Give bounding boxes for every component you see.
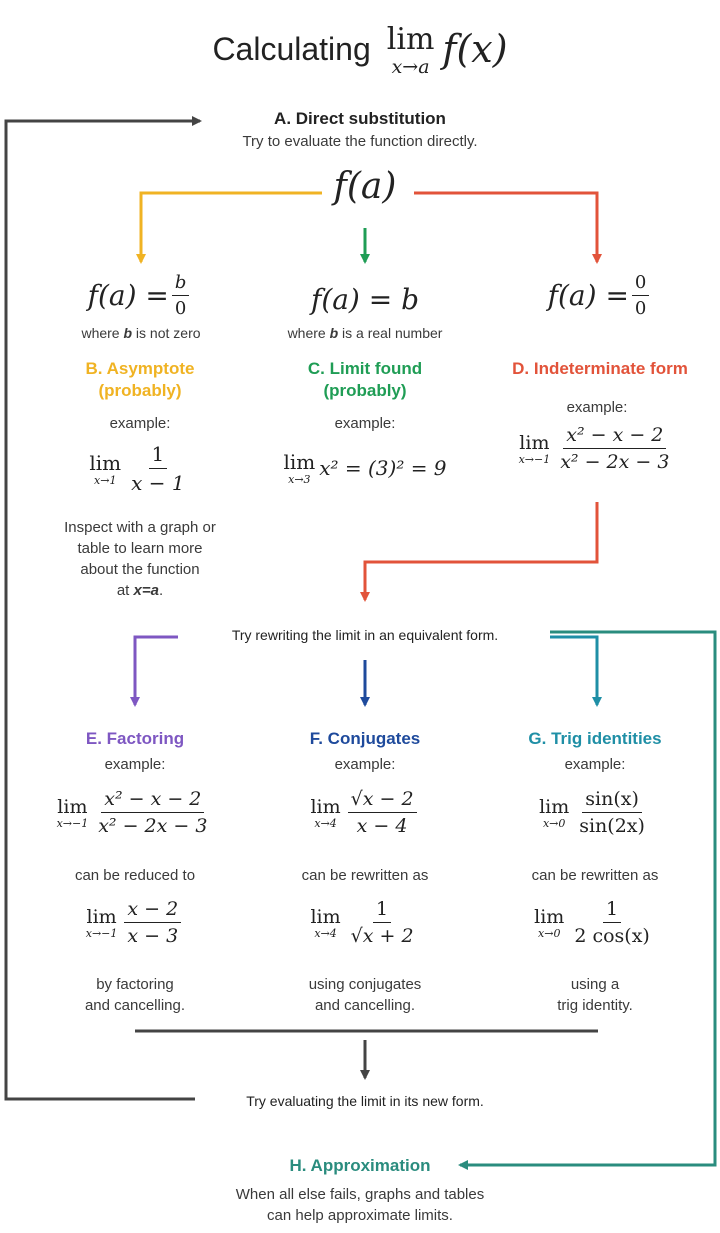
factoring-example-label: example:	[104, 756, 166, 773]
case-zero-over-zero-lhs: f(a) =	[547, 279, 629, 312]
asymptote-heading: B. Asymptote (probably)	[85, 359, 195, 400]
indeterminate-to-rewrite-arrow	[365, 502, 597, 600]
rewrite-prompt: Try rewriting the limit in an equivalent form.	[231, 627, 499, 643]
asymptote-description: Inspect with a graph or table to learn more about the function at x=a.	[64, 519, 216, 599]
case-b-over-zero-den: 0	[174, 298, 187, 319]
case-b-over-zero-note: where b is not zero	[81, 325, 201, 341]
case-zero-over-zero-den: 0	[634, 298, 647, 319]
factoring-middle: can be reduced to	[74, 867, 196, 884]
conjugates-result-expr: lim x→4 $\frac{1}{√x + 2}$	[310, 898, 414, 947]
factoring-result-expr: lim x→−1 $\frac{x - 2}{x - 3}$	[35, 898, 235, 947]
rewrite-to-trig-arrow	[550, 637, 597, 705]
factoring-example-expr: lim x→−1 $\frac{\text{x² − x − 2}}{\text{x² − 2x − 3}}$	[56, 788, 208, 837]
conjugates-example-label: example:	[334, 756, 396, 773]
limit-found-example-expr: lim x→3 x² = (3)² = 9	[283, 450, 447, 486]
direct-substitution-subtitle: Try to evaluate the function directly.	[242, 133, 478, 150]
case-real-b: f(a) = b	[310, 283, 420, 316]
loop-back-arrow	[6, 121, 200, 1099]
asymptote-example-label: example:	[109, 415, 171, 432]
branch-arrow-asymptote	[141, 193, 322, 262]
approximation-description: When all else fails, graphs and tables can help approximate limits.	[235, 1186, 485, 1224]
conjugates-description: using conjugates and cancelling.	[308, 976, 422, 1014]
trig-middle: can be rewritten as	[531, 867, 659, 884]
indeterminate-example-label: example:	[566, 399, 628, 416]
case-zero-over-zero	[500, 272, 700, 319]
conjugates-heading: F. Conjugates	[309, 729, 421, 748]
conjugates-example-expr: lim x→4 $\frac{√x - 2}{x - 4}$	[265, 788, 465, 837]
case-b-over-zero-num: b	[172, 272, 190, 296]
evaluate-prompt: Try evaluating the limit in its new form.	[246, 1093, 484, 1109]
limit-found-heading: C. Limit found (probably)	[307, 359, 423, 400]
approximation-heading: H. Approximation	[289, 1156, 431, 1175]
case-b-over-zero-lhs: f(a) =	[87, 279, 169, 312]
trig-result-expr: lim x→0 $\frac{1}{2 \cos(x)}$	[534, 898, 650, 947]
trig-example-label: example:	[564, 756, 626, 773]
direct-substitution-heading: A. Direct substitution	[274, 109, 446, 128]
indeterminate-heading: D. Indeterminate form	[512, 359, 688, 378]
case-b-over-zero	[40, 272, 240, 319]
title-lim-sub: x→a	[391, 55, 430, 78]
f-of-a: f(a)	[333, 166, 397, 207]
trig-description: using a trig identity.	[557, 976, 633, 1014]
title-limit	[387, 22, 435, 77]
title-text: Calculating	[212, 30, 371, 67]
trig-example-expr: lim x→0 $\frac{\sin(x)}{\sin(2x)}$	[539, 788, 645, 837]
rewrite-to-factoring-arrow	[135, 637, 178, 705]
factoring-description: by factoring and cancelling.	[84, 976, 186, 1014]
case-zero-over-zero-num: 0	[632, 272, 649, 296]
title-expr: f(x)	[442, 27, 508, 71]
limit-found-example-label: example:	[334, 415, 396, 432]
asymptote-example-expr: lim x→1 $\frac{1}{x - 1}$	[89, 442, 185, 495]
trig-heading: G. Trig identities	[528, 729, 662, 748]
case-real-b-note: where b is a real number	[287, 325, 443, 341]
branch-arrow-indeterminate	[414, 193, 597, 262]
factoring-heading: E. Factoring	[85, 729, 185, 748]
page-title	[0, 14, 720, 84]
indeterminate-example-expr: lim x→−1 $\frac{\text{x² − x − 2}}{\text{x² − 2x − 3}}$	[518, 424, 670, 473]
conjugates-middle: can be rewritten as	[301, 867, 429, 884]
title-lim-word: lim	[386, 21, 435, 57]
